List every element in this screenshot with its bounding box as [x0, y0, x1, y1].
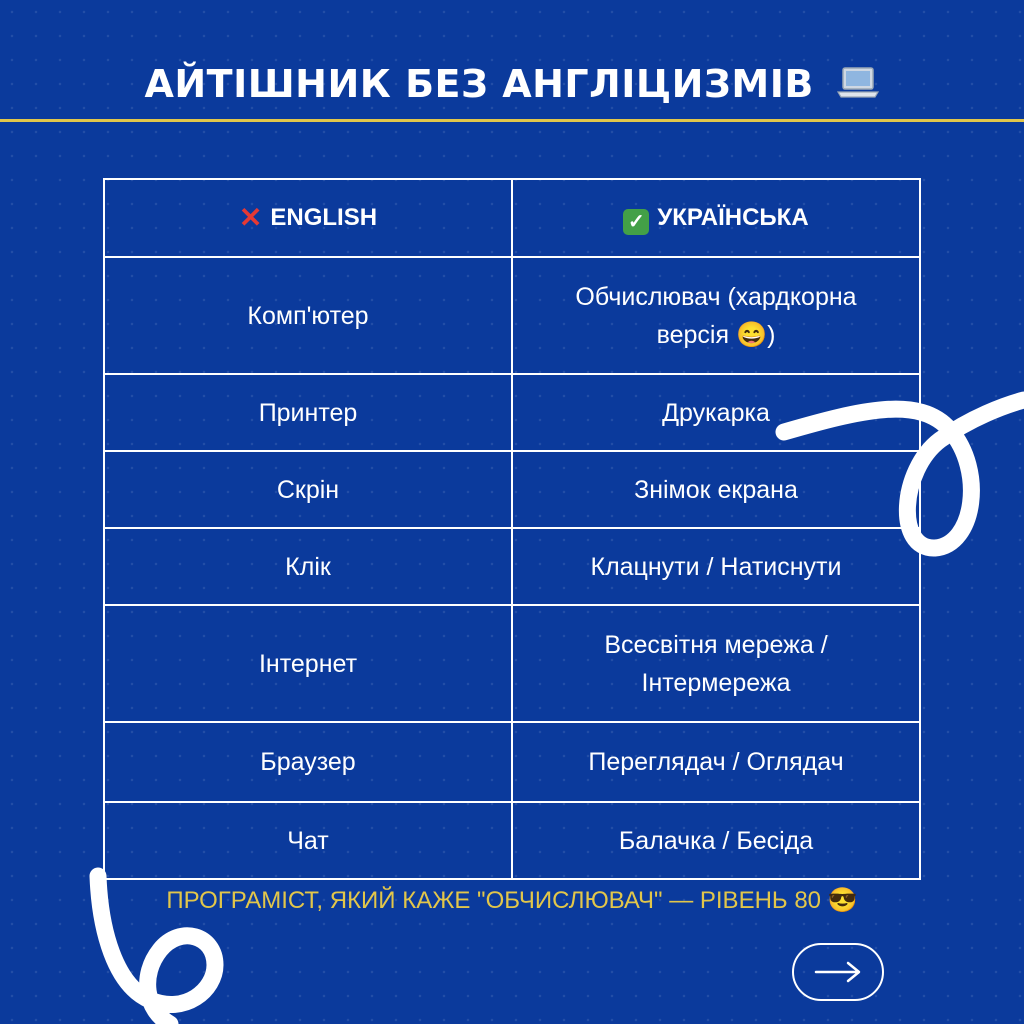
- cell-english: Чат: [104, 802, 512, 879]
- header-english: [104, 179, 512, 257]
- table-row: [104, 605, 920, 722]
- table-row: [104, 528, 920, 605]
- table-row: [104, 722, 920, 802]
- cell-english: Клік: [104, 528, 512, 605]
- next-button[interactable]: [792, 943, 884, 1001]
- table-row: [104, 374, 920, 451]
- table-header-row: [104, 179, 920, 257]
- footer-caption: ПРОГРАМІСТ, ЯКИЙ КАЖЕ "ОБЧИСЛЮВАЧ" — РІВЕНЬ 80 😎: [166, 887, 858, 914]
- cell-english: Інтернет: [104, 605, 512, 722]
- arrow-right-icon: [812, 960, 864, 984]
- cell-ukrainian: Переглядач / Оглядач: [512, 722, 920, 802]
- check-mark-icon: ✓: [623, 209, 649, 235]
- cell-english: Скрін: [104, 451, 512, 528]
- cell-english: Браузер: [104, 722, 512, 802]
- cell-ukrainian: Знімок екрана: [512, 451, 920, 528]
- title-text: АЙТІШНИК БЕЗ АНГЛІЦИЗМІВ: [144, 62, 814, 106]
- laptop-icon: [836, 65, 880, 110]
- cell-ukrainian: Балачка / Бесіда: [512, 802, 920, 879]
- page-title: [0, 62, 1024, 110]
- cell-ukrainian: Друкарка: [512, 374, 920, 451]
- cross-mark-icon: ✕: [238, 202, 263, 233]
- cell-ukrainian: Обчислювач (хардкорна версія 😄): [512, 257, 920, 374]
- vocabulary-table: [103, 178, 921, 880]
- cell-english: Принтер: [104, 374, 512, 451]
- header-ukrainian-label: УКРАЇНСЬКА: [657, 204, 809, 231]
- table-row: [104, 802, 920, 879]
- header-ukrainian: [512, 179, 920, 257]
- cell-english: Комп'ютер: [104, 257, 512, 374]
- title-divider: [0, 119, 1024, 122]
- table-row: [104, 451, 920, 528]
- cell-ukrainian: Клацнути / Натиснути: [512, 528, 920, 605]
- header-english-label: ENGLISH: [270, 204, 378, 231]
- table-row: [104, 257, 920, 374]
- cell-ukrainian: Всесвітня мережа / Інтермережа: [512, 605, 920, 722]
